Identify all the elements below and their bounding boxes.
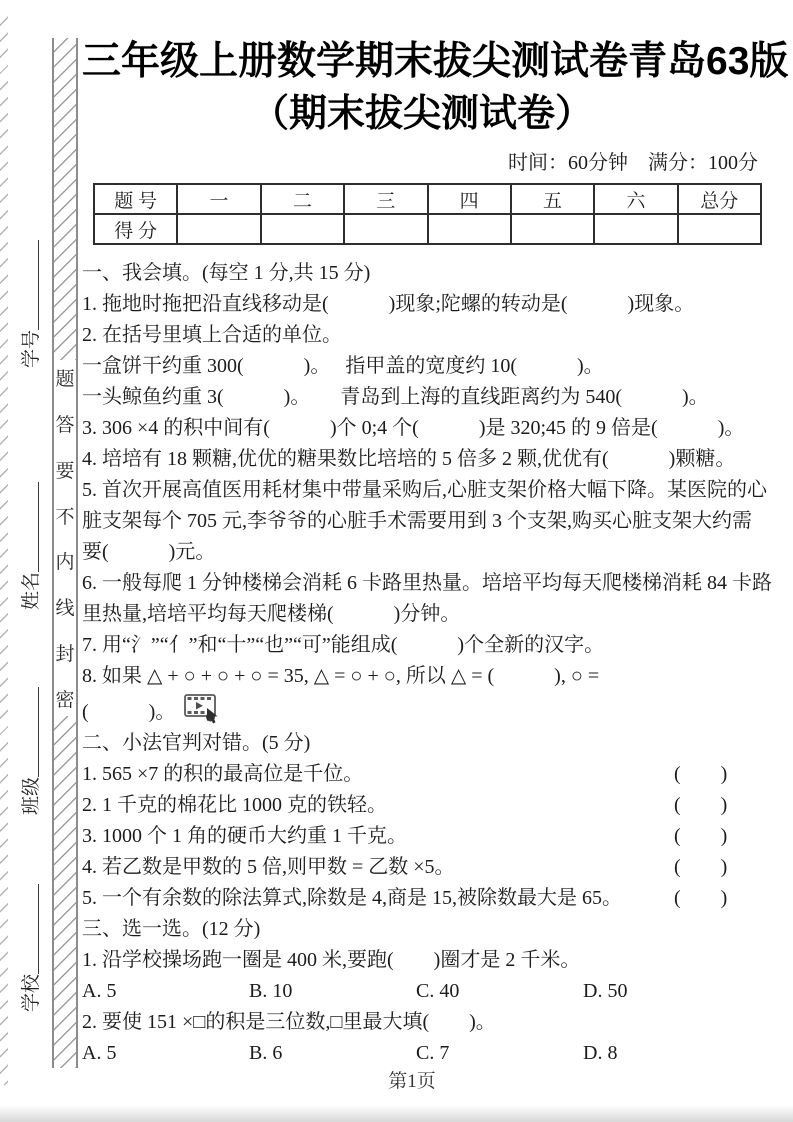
paper-content [82,0,789,1069]
score-label-cell: 得 分 [94,214,177,244]
seal-char: 题 [55,369,75,390]
judge-answer-paren: ( ) [674,825,728,847]
judge-text: 2. 1 千克的棉花比 1000 克的铁轻。 [82,794,387,816]
seal-char: 密 [55,689,75,711]
question-line: 1. 沿学校操场跑一圈是 400 米,要跑( )圈才是 2 千米。 [82,949,581,971]
score-table [93,183,762,245]
question-line: 2. 在括号里填上合适的单位。 [82,324,342,346]
name-label [14,460,44,610]
seal-char: 线 [55,598,75,620]
name-blank [19,482,40,572]
school-label [14,862,44,1012]
score-header-cell: 题 号 [94,184,177,214]
option-b: B. 6 [249,1042,283,1064]
judge-item [82,759,762,790]
page-edge-hatch [0,10,8,1085]
paper-title [82,36,789,140]
score-header-cell: 总分 [678,184,761,214]
seal-line-strip [52,38,78,1068]
judge-item [82,883,762,914]
score-empty-cell [261,214,344,244]
question-line: 6. 一般每爬 1 分钟楼梯会消耗 6 卡路里热量。培培平均每天爬楼梯消耗 84 卡路 [82,572,772,594]
score-table-score-row [94,214,761,244]
page-number: 第1页 [388,1071,436,1092]
score-empty-cell [678,214,761,244]
seal-char: 不 [55,506,75,528]
question-line: 3. 306 ×4 的积中间有( )个 0;4 个( )是 320;45 的 9 倍是( )。 [82,417,745,439]
score-empty-cell [594,214,677,244]
option-d: D. 8 [583,1042,618,1064]
question-body [82,258,772,1069]
option-b: B. 10 [249,980,293,1002]
judge-item [82,790,762,821]
score-header-cell: 二 [261,184,344,214]
judge-text: 1. 565 ×7 的积的最高位是千位。 [82,763,364,785]
question-line: 一盒饼干约重 300( )。 指甲盖的宽度约 10( )。 [82,355,604,377]
question-line [82,692,762,728]
section1-heading: 一、我会填。(每空 1 分,共 15 分) [82,262,371,284]
seal-char: 要 [55,460,75,482]
scan-bottom-shadow [0,1105,793,1122]
option-a: A. 5 [82,1042,117,1064]
choice-options-row [82,1038,762,1069]
seal-char: 内 [55,552,75,574]
score-empty-cell [428,214,511,244]
score-empty-cell [177,214,260,244]
question-line: 脏支架每个 705 元,李爷爷的心脏手术需要用到 3 个支架,购买心脏支架大约需 [82,510,752,532]
paper-title-line1: 三年级上册数学期末拔尖测试卷青岛63版 [82,40,789,83]
judge-item [82,852,762,883]
question-line: 5. 首次开展高值医用耗材集中带量采购后,心脏支架价格大幅下降。某医院的心 [82,479,767,501]
school-blank [19,884,40,974]
option-a: A. 5 [82,980,117,1002]
section2-heading: 二、小法官判对错。(5 分) [82,732,311,754]
judge-answer-paren: ( ) [674,794,728,816]
question-line: 8. 如果 △ + ○ + ○ + ○ = 35, △ = ○ + ○, 所以 △ = ( ), ○ = [82,665,600,687]
student-id-text: 学号 [20,329,42,368]
judge-text: 5. 一个有余数的除法算式,除数是 4,商是 15,被除数最大是 65。 [82,887,622,909]
question-line: 要( )元。 [82,541,216,563]
option-d: D. 50 [583,980,628,1002]
seal-hatch-bottom [54,716,76,1068]
option-c: C. 7 [416,1042,450,1064]
seal-char: 封 [55,644,75,666]
class-text: 班级 [20,776,42,815]
score-header-cell: 一 [177,184,260,214]
seal-phrase-chars [54,360,76,716]
question-line: 7. 用“氵”“亻”和“十”“也”“可”能组成( )个全新的汉字。 [82,634,605,656]
seal-hatch-top [54,38,76,360]
section3-heading: 三、选一选。(12 分) [82,918,261,940]
score-empty-cell [511,214,594,244]
judge-answer-paren: ( ) [674,887,728,909]
video-icon[interactable] [183,692,221,725]
name-text: 姓名 [20,571,42,610]
paper-title-line2: （期末拔尖测试卷） [250,93,593,135]
option-c: C. 40 [416,980,460,1002]
class-label [14,665,44,815]
judge-item [82,821,762,852]
student-id-label [14,218,44,368]
question-line: 4. 培培有 18 颗糖,优优的糖果数比培培的 5 倍多 2 颗,优优有( )颗糖。 [82,448,736,470]
question-line: 2. 要使 151 ×□的积是三位数,□里最大填( )。 [82,1011,496,1033]
judge-answer-paren: ( ) [674,856,728,878]
school-text: 学校 [20,973,42,1012]
judge-answer-paren: ( ) [674,763,728,785]
question-line: 1. 拖地时拖把沿直线移动是( )现象;陀螺的转动是( )现象。 [82,293,695,315]
score-empty-cell [344,214,427,244]
time-score-info: 时间：60分钟 满分：100分 [508,152,758,174]
score-header-cell: 五 [511,184,594,214]
question-line: 里热量,培培平均每天爬楼梯( )分钟。 [82,603,461,625]
question-line: 一头鲸鱼约重 3( )。 青岛到上海的直线距离约为 540( )。 [82,386,709,408]
judge-text: 4. 若乙数是甲数的 5 倍,则甲数 = 乙数 ×5。 [82,856,455,878]
score-header-cell: 三 [344,184,427,214]
score-header-cell: 六 [594,184,677,214]
score-header-cell: 四 [428,184,511,214]
seal-char: 答 [55,414,75,436]
judge-text: 3. 1000 个 1 角的硬币大约重 1 千克。 [82,825,407,847]
question-line-text: ( )。 [82,701,176,723]
score-table-header-row [94,184,761,214]
student-id-blank [19,240,40,330]
class-blank [19,687,40,777]
choice-options-row [82,976,762,1007]
